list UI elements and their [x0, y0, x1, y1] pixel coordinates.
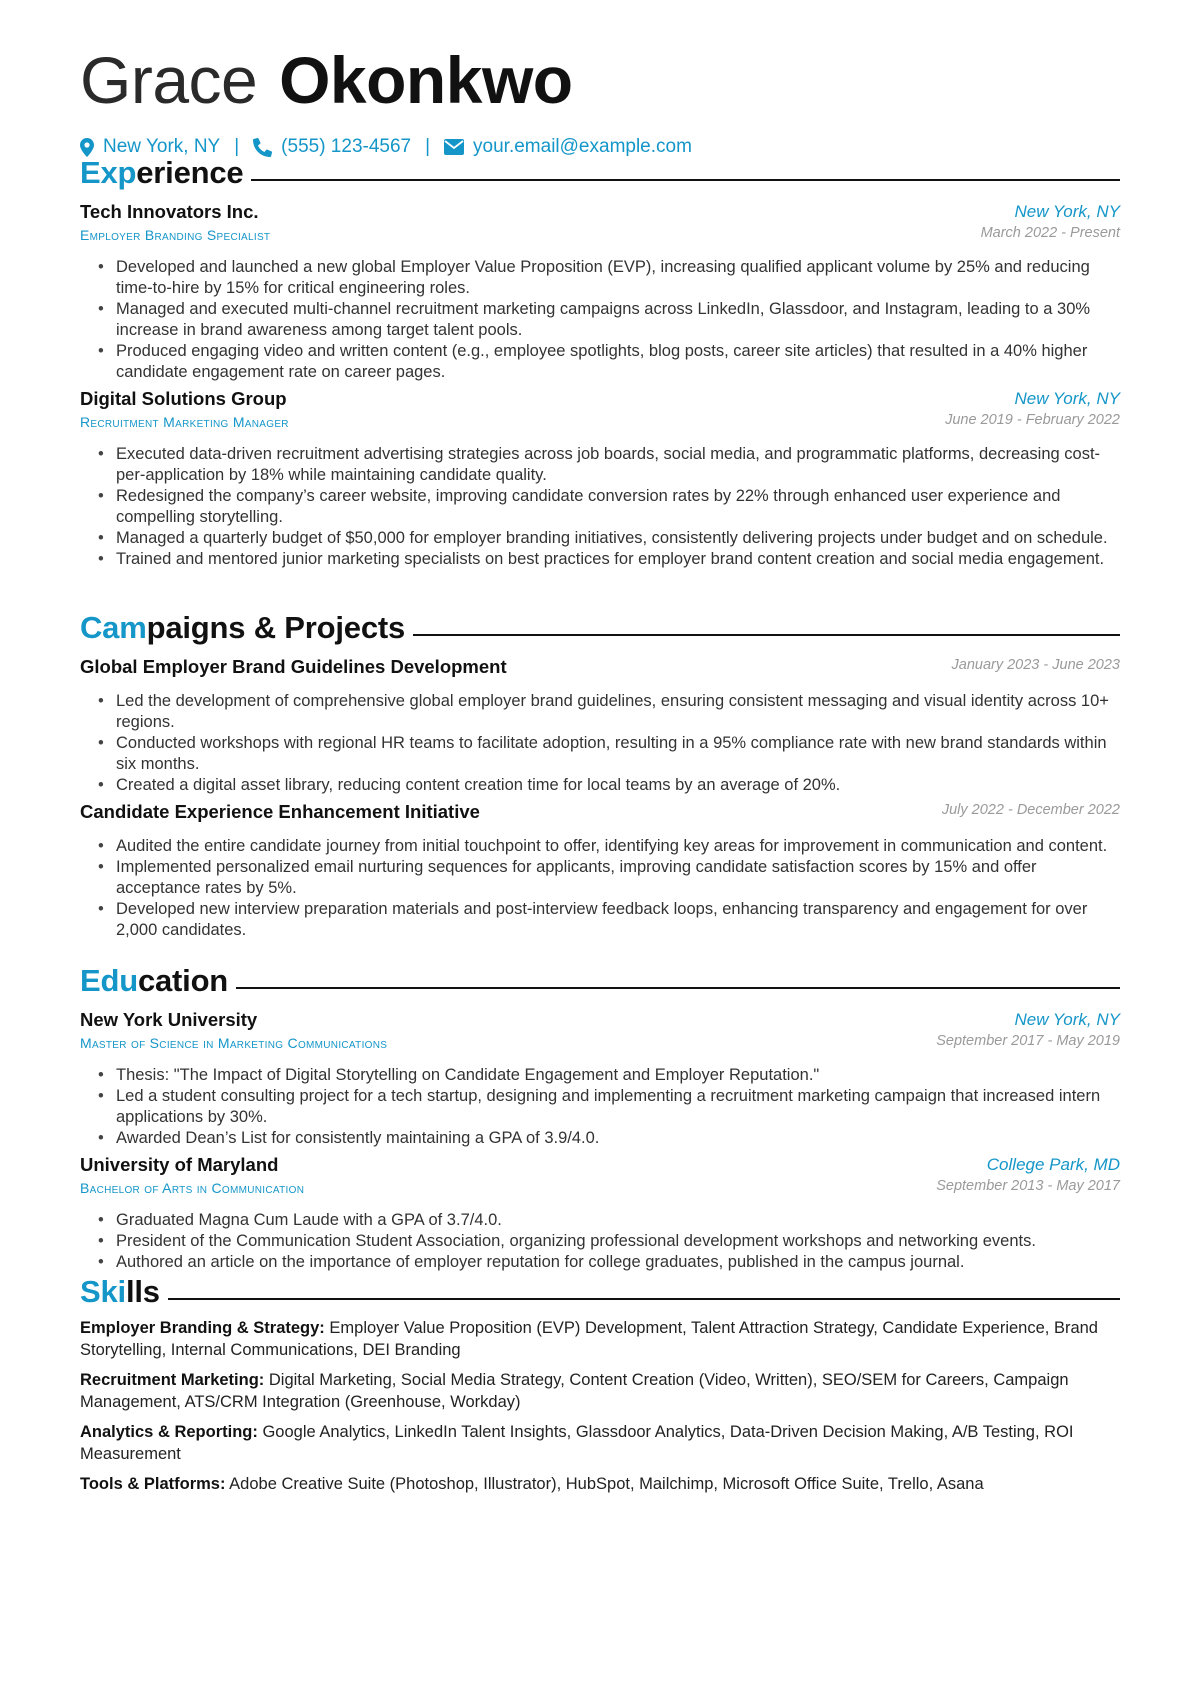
- section-title-accent: Edu: [80, 963, 138, 998]
- section-campaigns-projects: [80, 609, 1120, 647]
- list-item: • Created a digital asset library, reducing content creation time for local teams by an average of 20%.: [98, 775, 1120, 796]
- section-rule: [251, 179, 1120, 181]
- list-item: • Executed data-driven recruitment advertising strategies across job boards, social media, and programmatic platforms, decreasing cost-per-application by 18% while maintaining candidate quality.: [98, 444, 1120, 486]
- employer-name: Tech Innovators Inc.: [80, 201, 259, 222]
- skill-label: Tools & Platforms:: [80, 1475, 226, 1493]
- section-rule: [236, 987, 1120, 989]
- experience-bullets: [98, 444, 1120, 570]
- list-item: • Produced engaging video and written content (e.g., employee spotlights, blog posts, career site articles) that resulted in a 40% higher candidate engagement rate on career pages.: [98, 341, 1120, 383]
- list-item: • Conducted workshops with regional HR teams to facilitate adoption, resulting in a 95% compliance rate with new brand standards within six months.: [98, 733, 1120, 775]
- section-title-accent: Exp: [80, 155, 137, 190]
- project-dates: January 2023 - June 2023: [951, 657, 1120, 673]
- project-title: Candidate Experience Enhancement Initiative: [80, 801, 480, 822]
- list-item: • Thesis: "The Impact of Digital Storytelling on Candidate Engagement and Employer Reputation.": [98, 1065, 1120, 1086]
- skill-label: Employer Branding & Strategy:: [80, 1319, 325, 1337]
- contact-separator: |: [425, 136, 431, 157]
- list-item: • Led a student consulting project for a tech startup, designing and implementing a recruitment marketing campaign that increased intern applications by 30%.: [98, 1086, 1120, 1128]
- school-location: College Park, MD: [986, 1155, 1120, 1174]
- section-rule: [413, 634, 1120, 636]
- job-dates: June 2019 - February 2022: [945, 412, 1120, 428]
- education-bullets: [98, 1210, 1120, 1273]
- list-item: • Redesigned the company’s career website, improving candidate conversion rates by 22% through enhanced user experience and compelling storytelling.: [98, 486, 1120, 528]
- contact-separator: |: [234, 136, 240, 157]
- skill-line: [80, 1370, 1120, 1413]
- school-name: University of Maryland: [80, 1154, 279, 1175]
- project-title: Global Employer Brand Guidelines Development: [80, 656, 507, 677]
- degree: Master of Science in Marketing Communications: [80, 1035, 388, 1051]
- section-title-rest: lls: [125, 1274, 160, 1309]
- list-item: • Developed new interview preparation materials and post-interview feedback loops, enhancing transparency and engagement for over 2,000 candidates.: [98, 899, 1120, 941]
- list-item: • Developed and launched a new global Employer Value Proposition (EVP), increasing qualified applicant volume by 25% and reducing time-to-hire by 15% for critical engineering roles.: [98, 257, 1120, 299]
- list-item: • Implemented personalized email nurturing sequences for applicants, improving candidate satisfaction scores by 15% and offer acceptance rates by 5%.: [98, 857, 1120, 899]
- section-title: [80, 1274, 160, 1310]
- list-item: • Managed a quarterly budget of $50,000 for employer branding initiatives, consistently delivering projects under budget and on schedule.: [98, 528, 1120, 549]
- skill-text: Google Analytics, LinkedIn Talent Insights, Glassdoor Analytics, Data-Driven Decision Making, A/B Testing, ROI Measurement: [80, 1423, 1074, 1463]
- list-item: • Led the development of comprehensive global employer brand guidelines, ensuring consistent messaging and visual identity across 10+ regions.: [98, 691, 1120, 733]
- employer-name: Digital Solutions Group: [80, 388, 287, 409]
- job-title: Employer Branding Specialist: [80, 227, 271, 243]
- education-bullets: [98, 1065, 1120, 1149]
- skill-line: [80, 1318, 1120, 1361]
- education-dates: September 2017 - May 2019: [936, 1033, 1120, 1049]
- last-name: Okonkwo: [279, 43, 573, 117]
- education-dates: September 2013 - May 2017: [936, 1178, 1120, 1194]
- list-item: • Authored an article on the importance of employer reputation for college graduates, published in the campus journal.: [98, 1252, 1120, 1273]
- school-name: New York University: [80, 1009, 258, 1030]
- skill-line: [80, 1422, 1120, 1465]
- job-dates: March 2022 - Present: [980, 225, 1120, 241]
- section-title-rest: erience: [136, 155, 244, 190]
- job-location: New York, NY: [1014, 202, 1120, 221]
- list-item: • Audited the entire candidate journey from initial touchpoint to offer, identifying key areas for improvement in communication and content.: [98, 836, 1120, 857]
- list-item: • Awarded Dean’s List for consistently maintaining a GPA of 3.9/4.0.: [98, 1128, 1120, 1149]
- first-name: Grace: [80, 43, 258, 117]
- experience-bullets: [98, 257, 1120, 383]
- project-bullets: [98, 691, 1120, 796]
- envelope-icon: [444, 139, 464, 155]
- section-education: [80, 962, 1120, 1000]
- degree: Bachelor of Arts in Communication: [80, 1180, 305, 1196]
- project-bullets: [98, 836, 1120, 941]
- email-text: your.email@example.com: [473, 136, 692, 157]
- school-location: New York, NY: [1014, 1010, 1120, 1029]
- skill-label: Analytics & Reporting:: [80, 1423, 258, 1441]
- section-title: [80, 963, 228, 999]
- section-title: [80, 155, 243, 191]
- skill-label: Recruitment Marketing:: [80, 1371, 265, 1389]
- project-dates: July 2022 - December 2022: [941, 802, 1120, 818]
- section-title-accent: Cam: [80, 610, 147, 645]
- skill-line: [80, 1474, 1120, 1496]
- phone-text: (555) 123-4567: [281, 136, 412, 157]
- list-item: • Trained and mentored junior marketing specialists on best practices for employer brand content creation and social media engagement.: [98, 549, 1120, 570]
- section-experience: [80, 154, 1120, 192]
- list-item: • Graduated Magna Cum Laude with a GPA of 3.7/4.0.: [98, 1210, 1120, 1231]
- skill-text: Adobe Creative Suite (Photoshop, Illustrator), HubSpot, Mailchimp, Microsoft Office Suite, Trello, Asana: [229, 1475, 984, 1493]
- job-location: New York, NY: [1014, 389, 1120, 408]
- job-title: Recruitment Marketing Manager: [80, 414, 289, 430]
- skill-text: Employer Value Proposition (EVP) Development, Talent Attraction Strategy, Candidate Experience, Brand Storytelling, Internal Communications, DEI Branding: [80, 1319, 1098, 1359]
- list-item: • President of the Communication Student Association, organizing professional development workshops and networking events.: [98, 1231, 1120, 1252]
- list-item: • Managed and executed multi-channel recruitment marketing campaigns across LinkedIn, Glassdoor, and Instagram, leading to a 30% increase in brand awareness among target talent pools.: [98, 299, 1120, 341]
- section-rule: [168, 1298, 1120, 1300]
- section-skills: [80, 1273, 1120, 1311]
- location-text: New York, NY: [103, 136, 221, 157]
- skill-text: Digital Marketing, Social Media Strategy, Content Creation (Video, Written), SEO/SEM for Careers, Campaign Management, ATS/CRM Integration (Greenhouse, Workday): [80, 1371, 1069, 1411]
- candidate-name: [80, 42, 573, 118]
- section-title: [80, 610, 405, 646]
- section-title-rest: paigns & Projects: [146, 610, 406, 645]
- section-title-accent: Ski: [80, 1274, 126, 1309]
- section-title-rest: cation: [137, 963, 229, 998]
